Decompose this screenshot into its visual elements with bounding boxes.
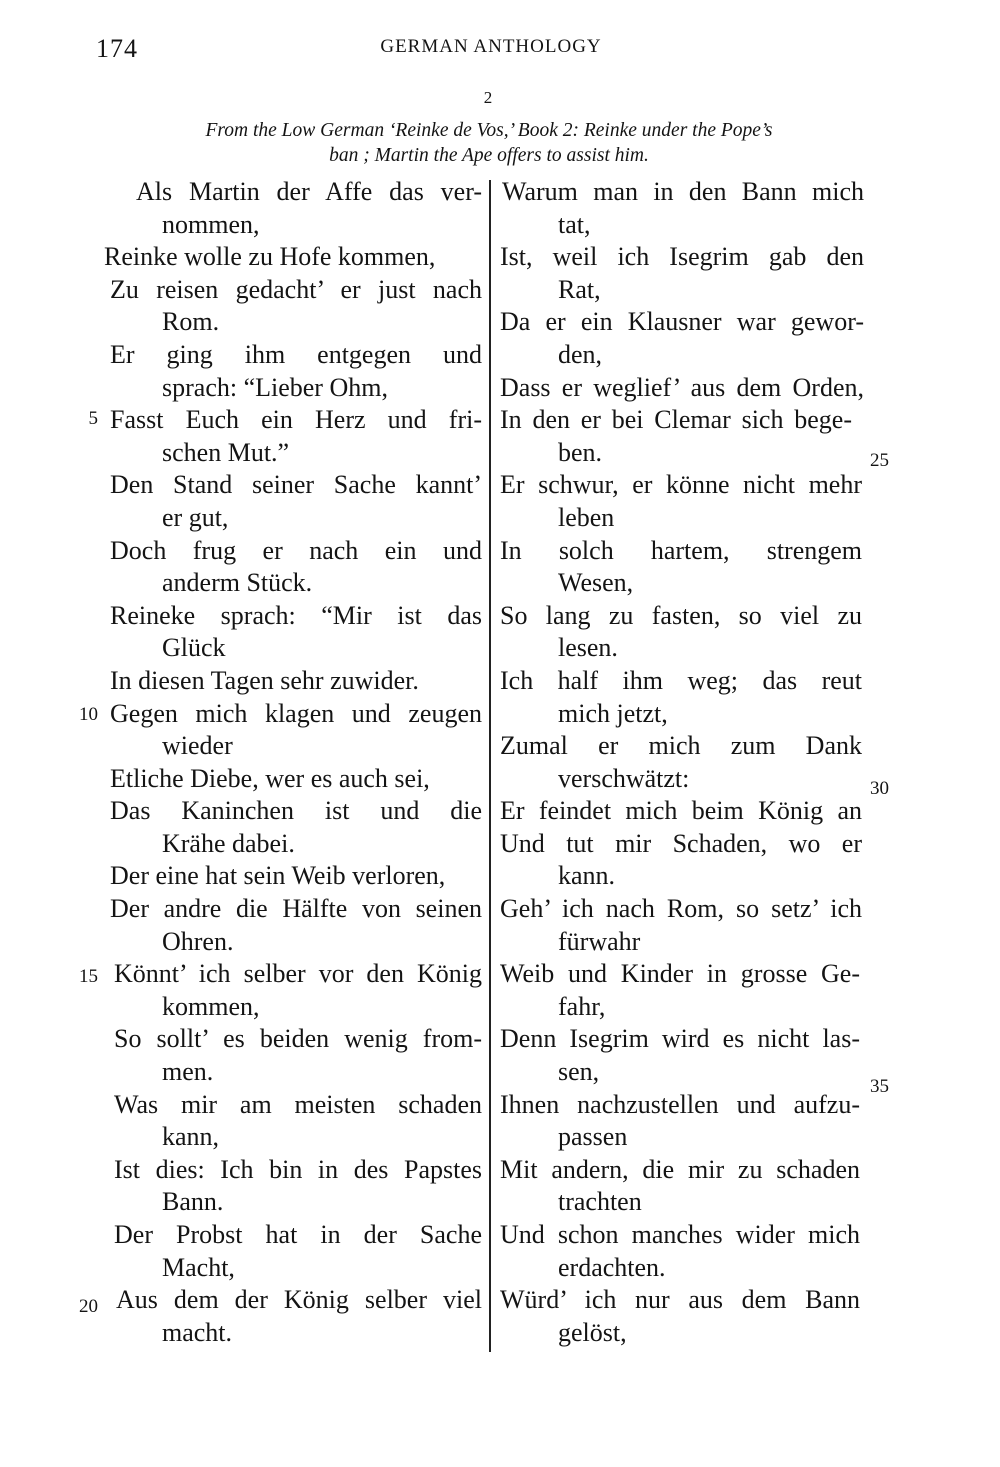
verse-line: Krähe dabei.: [162, 828, 295, 858]
verse-line: Weib und Kinder in grosse Ge-: [500, 959, 860, 989]
verse-line: fahr,: [558, 991, 606, 1021]
verse-line: kann,: [162, 1122, 220, 1152]
verse-line: sen,: [558, 1057, 600, 1087]
caption-line: From the Low German ‘Reinke de Vos,’ Book 2: Reinke under the Pope’s: [205, 120, 773, 141]
verse-line: erdachten.: [558, 1252, 666, 1282]
verse-line: Da er ein Klausner war gewor-: [500, 307, 864, 337]
verse-line: wieder: [162, 731, 233, 761]
verse-line: Ohren.: [162, 926, 234, 956]
verse-line: In den er bei Clemar sich bege-: [500, 405, 852, 435]
verse-line: Als Martin der Affe das ver-: [136, 177, 482, 206]
verse-line: Den Stand seiner Sache kannt’: [110, 470, 482, 500]
verse-line: trachten: [558, 1187, 642, 1217]
column-divider: [489, 180, 491, 1352]
verse-line: Gegen mich klagen und zeugen: [110, 698, 482, 728]
verse-line: Würd’ ich nur aus dem Bann: [500, 1285, 860, 1315]
verse-line: Was mir am meisten schaden: [114, 1089, 482, 1119]
line-number: 10: [79, 704, 98, 725]
verse-line: Der Probst hat in der Sache: [114, 1220, 482, 1249]
line-number: 30: [870, 778, 889, 799]
verse-line: Das Kaninchen ist und die: [110, 796, 482, 826]
verse-line: Der andre die Hälfte von seinen: [110, 894, 482, 924]
verse-line: Ist dies: Ich bin in des Papstes: [114, 1154, 482, 1184]
caption-line: ban ; Martin the Ape offers to assist him.: [329, 145, 649, 166]
verse-line: den,: [558, 339, 603, 369]
verse-line: In diesen Tagen sehr zuwider.: [110, 665, 419, 695]
verse-line: Reineke sprach: “Mir ist das: [110, 600, 482, 630]
verse-line: So lang zu fasten, so viel zu: [500, 600, 862, 630]
verse-line: Mit andern, die mir zu schaden: [500, 1154, 860, 1184]
verse-line: er gut,: [162, 502, 229, 532]
verse-line: Der eine hat sein Weib verloren,: [110, 861, 446, 891]
line-number: 15: [79, 966, 98, 987]
verse-line: Aus dem der König selber viel: [116, 1285, 482, 1315]
verse-line: Rat,: [558, 274, 601, 304]
verse-line: mich jetzt,: [558, 698, 668, 728]
verse-line: Rom.: [162, 307, 220, 337]
verse-line: Er feindet mich beim König an: [500, 796, 862, 826]
verse-line: ben.: [558, 437, 603, 467]
verse-line: Geh’ ich nach Rom, so setz’ ich: [500, 894, 862, 924]
verse-line: Ich half ihm weg; das reut: [500, 665, 862, 695]
verse-line: lesen.: [558, 633, 618, 663]
verse-line: tat,: [558, 209, 591, 239]
verse-line: Zumal er mich zum Dank: [500, 731, 862, 761]
verse-line: Etliche Diebe, wer es auch sei,: [110, 763, 430, 793]
verse-line: Doch frug er nach ein und: [110, 535, 482, 565]
verse-line: kommen,: [162, 991, 260, 1021]
verse-line: Glück: [162, 633, 226, 663]
running-head: GERMAN ANTHOLOGY: [380, 36, 602, 57]
verse-line: sprach: “Lieber Ohm,: [162, 372, 388, 402]
verse-line: schen Mut.”: [162, 437, 290, 467]
verse-line: Dass er weglief’ aus dem Orden,: [500, 372, 864, 402]
verse-line: kann.: [558, 861, 616, 891]
verse-line: gelöst,: [558, 1317, 627, 1347]
verse-line: Wesen,: [558, 568, 634, 598]
verse-line: Er ging ihm entgegen und: [110, 339, 482, 369]
verse-line: In solch hartem, strengem: [500, 535, 862, 565]
verse-line: Reinke wolle zu Hofe kommen,: [104, 242, 436, 272]
left-column: [104, 176, 482, 1349]
line-number: 25: [870, 450, 889, 471]
verse-line: Denn Isegrim wird es nicht las-: [500, 1024, 860, 1054]
verse-line: So sollt’ es beiden wenig from-: [114, 1024, 482, 1054]
verse-line: men.: [162, 1057, 214, 1087]
line-number: 35: [870, 1076, 889, 1097]
verse-line: Er schwur, er könne nicht mehr: [500, 470, 862, 500]
right-column: [500, 176, 866, 1349]
section-caption: [100, 118, 878, 168]
section-number: 2: [483, 88, 493, 107]
verse-line: Macht,: [162, 1252, 235, 1282]
verse-line: Ist, weil ich Isegrim gab den: [500, 242, 864, 272]
verse-line: Bann.: [162, 1187, 224, 1217]
verse-line: Und tut mir Schaden, wo er: [500, 828, 862, 858]
verse-line: passen: [558, 1122, 628, 1152]
verse-line: fürwahr: [558, 926, 641, 956]
verse-line: anderm Stück.: [162, 568, 313, 598]
verse-line: Könnt’ ich selber vor den König: [114, 959, 482, 989]
verse-line: nommen,: [162, 209, 260, 239]
verse-line: Zu reisen gedacht’ er just nach: [110, 274, 482, 304]
verse-line: Fasst Euch ein Herz und fri-: [110, 405, 482, 435]
line-number: 20: [79, 1296, 98, 1317]
page-number: 174: [96, 34, 138, 63]
line-number: 5: [88, 408, 98, 429]
verse-line: verschwätzt:: [558, 763, 690, 793]
verse-line: leben: [558, 502, 615, 532]
verse-line: Warum man in den Bann mich: [502, 177, 864, 206]
verse-line: Ihnen nachzustellen und aufzu-: [500, 1089, 860, 1119]
verse-line: Und schon manches wider mich: [500, 1220, 860, 1249]
verse-line: macht.: [162, 1317, 233, 1347]
